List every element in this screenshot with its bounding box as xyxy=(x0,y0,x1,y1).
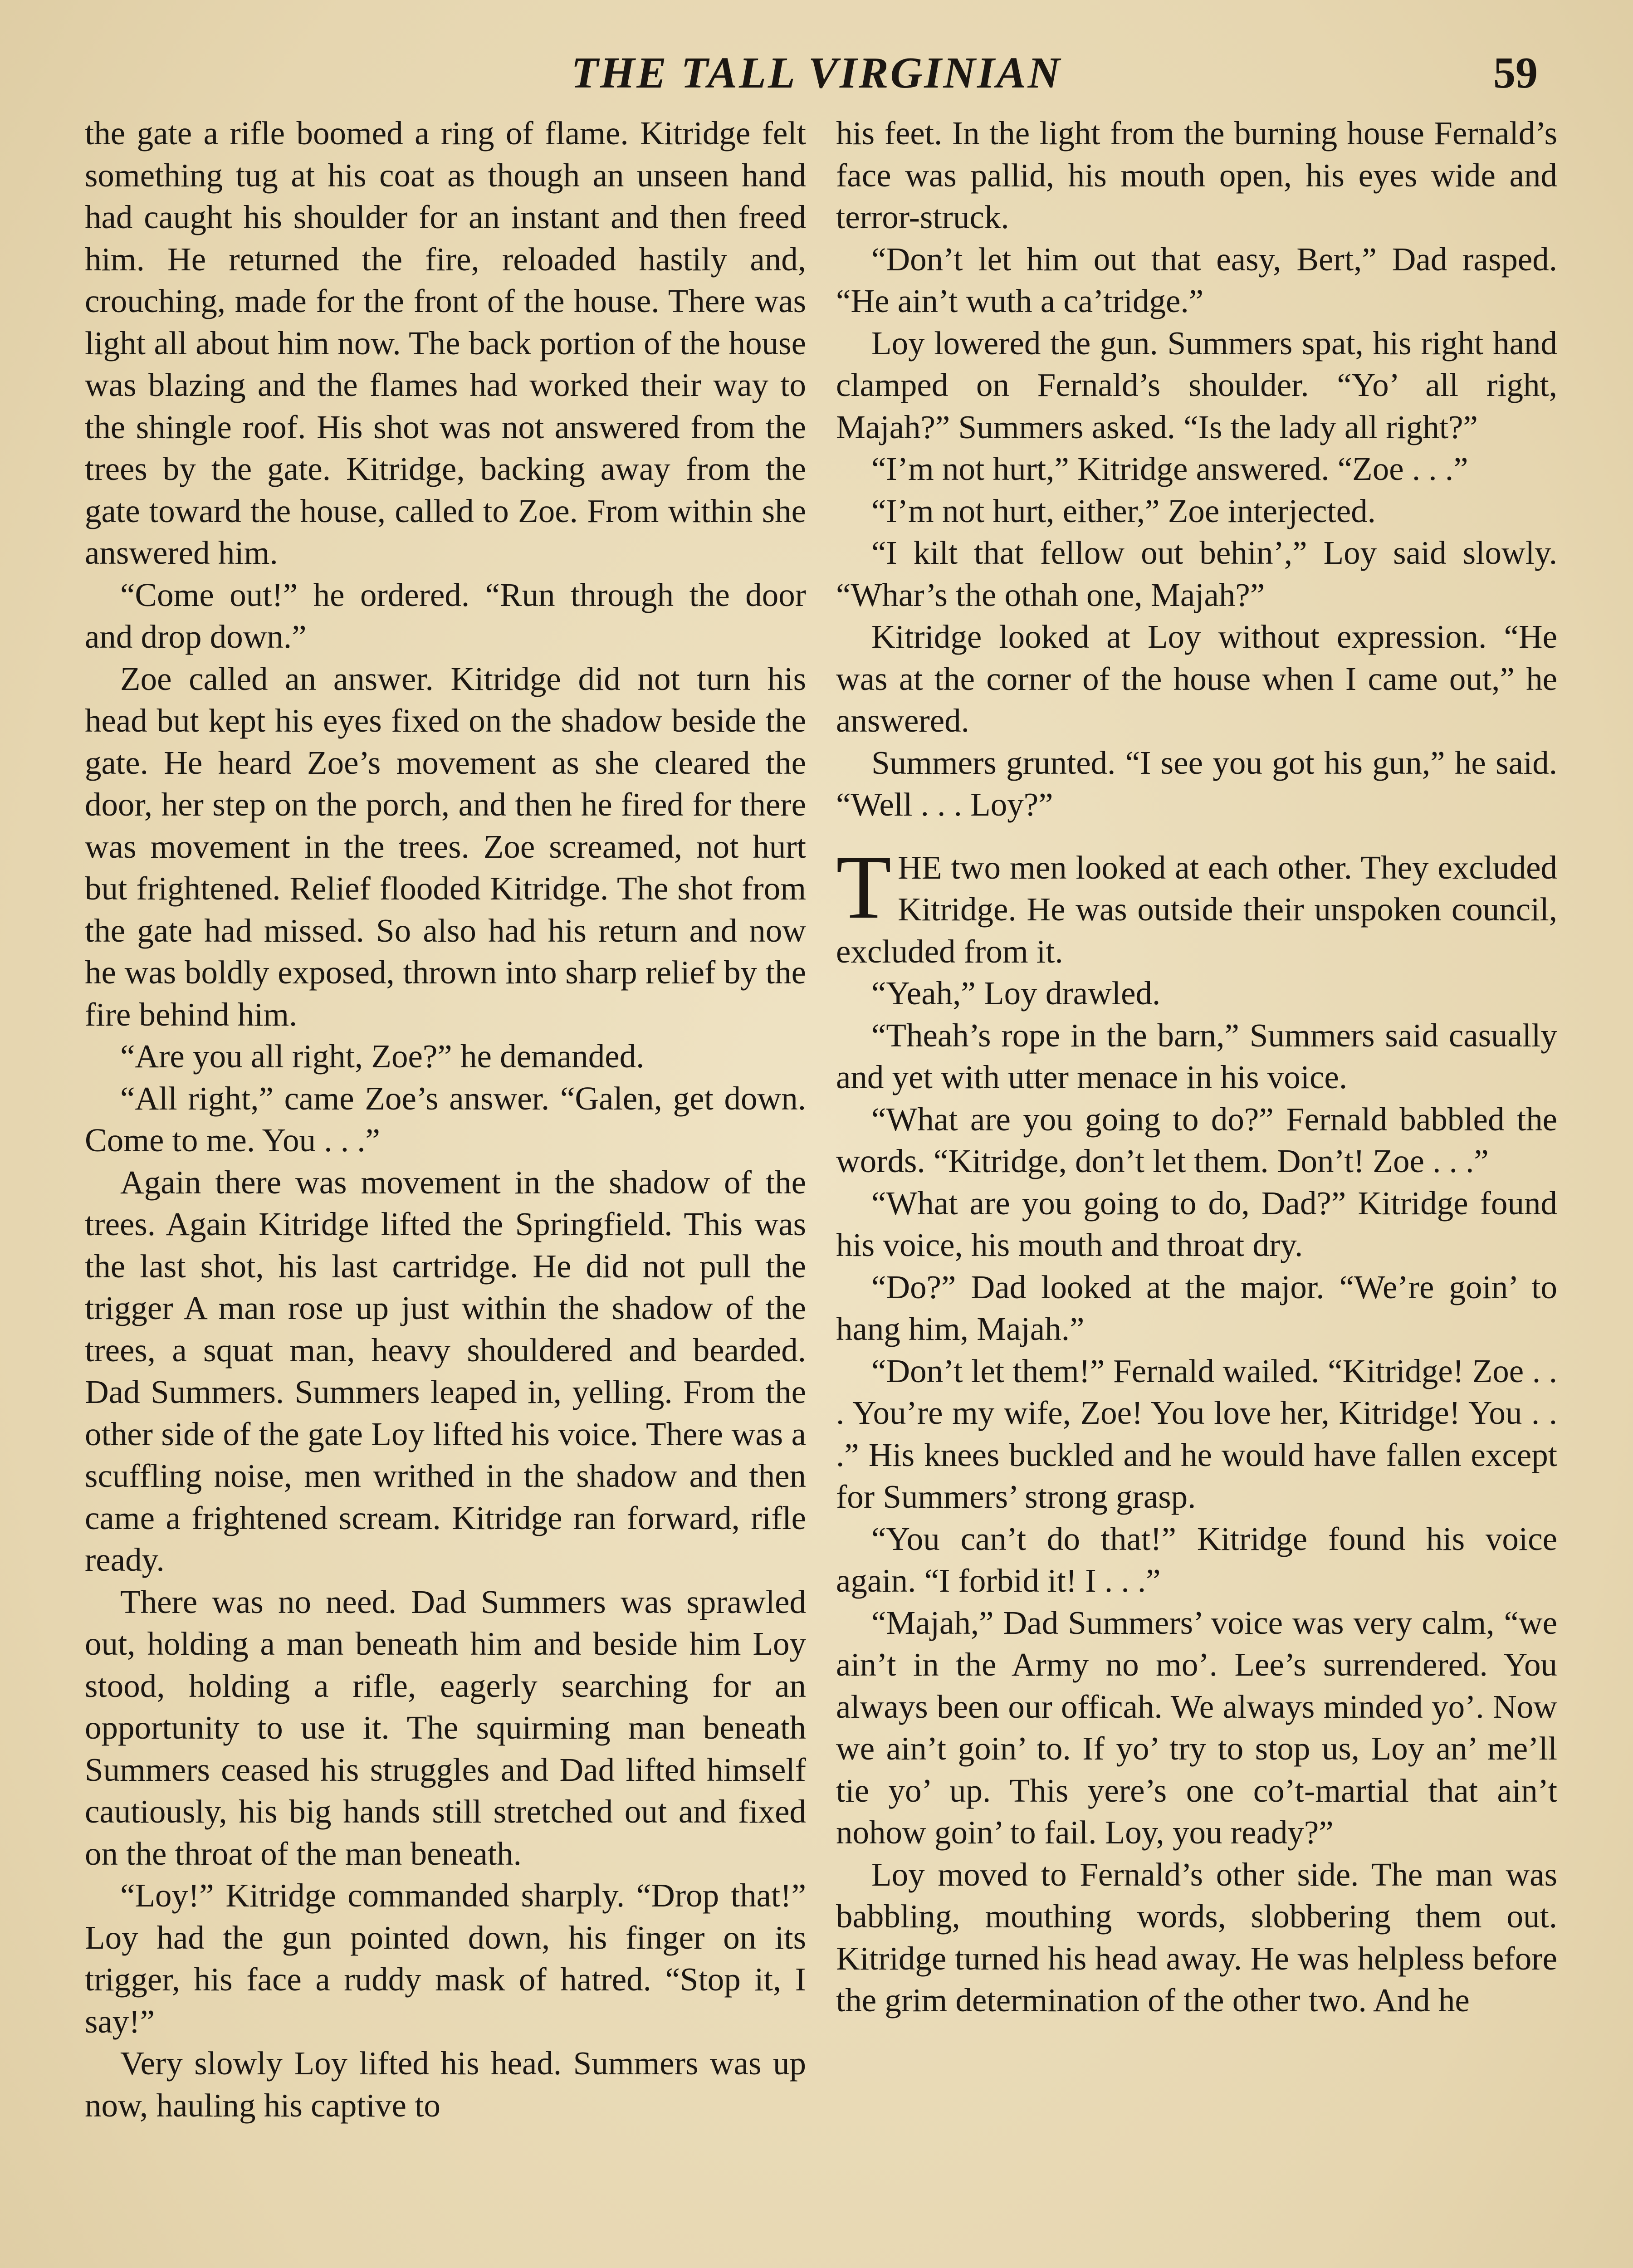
paragraph: “Are you all right, Zoe?” he demanded. xyxy=(120,1038,645,1075)
paragraph: “What are you going to do?” Fernald babbled the words. “Kitridge, don’t let them. Don’t! Zoe . . .” xyxy=(836,1100,1557,1179)
paragraph: “Come out!” he ordered. “Run through the door and drop down.” xyxy=(85,576,806,655)
left-column xyxy=(85,112,806,2268)
paragraph: Again there was movement in the shadow of the trees. Again Kitridge lifted the Springfield. This was the last shot, his last cartridge. He did not pull the trigger A man rose up just within the shadow of the trees, a squat man, heavy shouldered and bearded. Dad Summers. Summers leaped in, yelling. From the other side of the gate Loy lifted his voice. There was a scuffling noise, men writhed in the shadow and then came a frightened scream. Kitridge ran forward, rifle ready. xyxy=(85,1163,806,1578)
paragraph: “I’m not hurt, either,” Zoe interjected. xyxy=(871,492,1376,529)
drop-cap: T xyxy=(836,837,892,938)
paragraph: “Majah,” Dad Summers’ voice was very calm, “we ain’t in the Army no mo’. Lee’s surrendered. You always been our officah. We always minded yo’. Now we ain’t goin’ to. If yo’ try to stop us, Loy an’ me’ll tie yo’ up. This yere’s one co’t-martial that ain’t nohow goin’ to fail. Loy, you ready?” xyxy=(836,1604,1557,1851)
section-break-text: HE two men looked at each other. They excluded Kitridge. He was outside their unspoken council, excluded from it. xyxy=(836,849,1557,970)
paragraph: There was no need. Dad Summers was sprawled out, holding a man beneath him and beside him Loy stood, holding a rifle, eagerly searching for an opportunity to use it. The squirming man beneath Summers ceased his struggles and Dad lifted himself cautiously, his big hands still stretched out and fixed on the throat of the man beneath. xyxy=(85,1583,806,1872)
paragraph: Summers grunted. “I see you got his gun,” he said. “Well . . . Loy?” xyxy=(836,744,1557,823)
paragraph: Very slowly Loy lifted his head. Summers was up now, hauling his captive to xyxy=(85,2045,806,2124)
paragraph: “Theah’s rope in the barn,” Summers said casually and yet with utter menace in his voice. xyxy=(836,1017,1557,1095)
paragraph: Kitridge looked at Loy without expression. “He was at the corner of the house when I came out,” he answered. xyxy=(836,618,1557,739)
paragraph: Loy moved to Fernald’s other side. The man was babbling, mouthing words, slobbering them out. Kitridge turned his head away. He was helpless before the grim determination of the other two. And he xyxy=(836,1856,1557,2019)
page-header xyxy=(82,48,1551,111)
paragraph: his feet. In the light from the burning house Fernald’s face was pallid, his mouth open, his eyes wide and terror-struck. xyxy=(836,115,1557,235)
paragraph: “What are you going to do, Dad?” Kitridge found his voice, his mouth and throat dry. xyxy=(836,1184,1557,1263)
paragraph: Zoe called an answer. Kitridge did not turn his head but kept his eyes fixed on the shadow beside the gate. He heard Zoe’s movement as she cleared the door, her step on the porch, and then he fired for there was movement in the trees. Zoe screamed, not hurt but frightened. Relief flooded Kitridge. The shot from the gate had missed. So also had his return and now he was boldly exposed, thrown into sharp relief by the fire behind him. xyxy=(85,660,806,1033)
paragraph: “Yeah,” Loy drawled. xyxy=(871,975,1161,1012)
page-number: 59 xyxy=(1493,49,1538,98)
paragraph: “I’m not hurt,” Kitridge answered. “Zoe . . .” xyxy=(871,450,1468,487)
right-column xyxy=(836,112,1557,2268)
paragraph: “You can’t do that!” Kitridge found his voice again. “I forbid it! I . . .” xyxy=(836,1520,1557,1599)
paragraph: “I kilt that fellow out behin’,” Loy said slowly. “Whar’s the othah one, Majah?” xyxy=(836,534,1557,613)
running-title: THE TALL VIRGINIAN xyxy=(571,49,1062,98)
paragraph: “All right,” came Zoe’s answer. “Galen, get down. Come to me. You . . .” xyxy=(85,1080,806,1158)
paragraph: “Don’t let them!” Fernald wailed. “Kitridge! Zoe . . . You’re my wife, Zoe! You love her, Kitridge! You . . .” His knees buckled and he would have fallen except for Summers’ strong grasp. xyxy=(836,1352,1557,1515)
paragraph: Loy lowered the gun. Summers spat, his right hand clamped on Fernald’s shoulder. “Yo’ all right, Majah?” Summers asked. “Is the lady all right?” xyxy=(836,324,1557,445)
section-break-paragraph xyxy=(836,837,1557,973)
paragraph: “Do?” Dad looked at the major. “We’re goin’ to hang him, Majah.” xyxy=(836,1268,1557,1347)
paragraph: “Don’t let him out that easy, Bert,” Dad rasped. “He ain’t wuth a ca’tridge.” xyxy=(836,240,1557,319)
paragraph: the gate a rifle boomed a ring of flame. Kitridge felt something tug at his coat as though an unseen hand had caught his shoulder for an instant and then freed him. He returned the fire, reloaded hastily and, crouching, made for the front of the house. There was light all about him now. The back portion of the house was blazing and the flames had worked their way to the shingle roof. His shot was not answered from the trees by the gate. Kitridge, backing away from the gate toward the house, called to Zoe. From within she answered him. xyxy=(85,115,806,571)
paragraph: “Loy!” Kitridge commanded sharply. “Drop that!” Loy had the gun pointed down, his finger on its trigger, his face a ruddy mask of hatred. “Stop it, I say!” xyxy=(85,1877,806,2040)
